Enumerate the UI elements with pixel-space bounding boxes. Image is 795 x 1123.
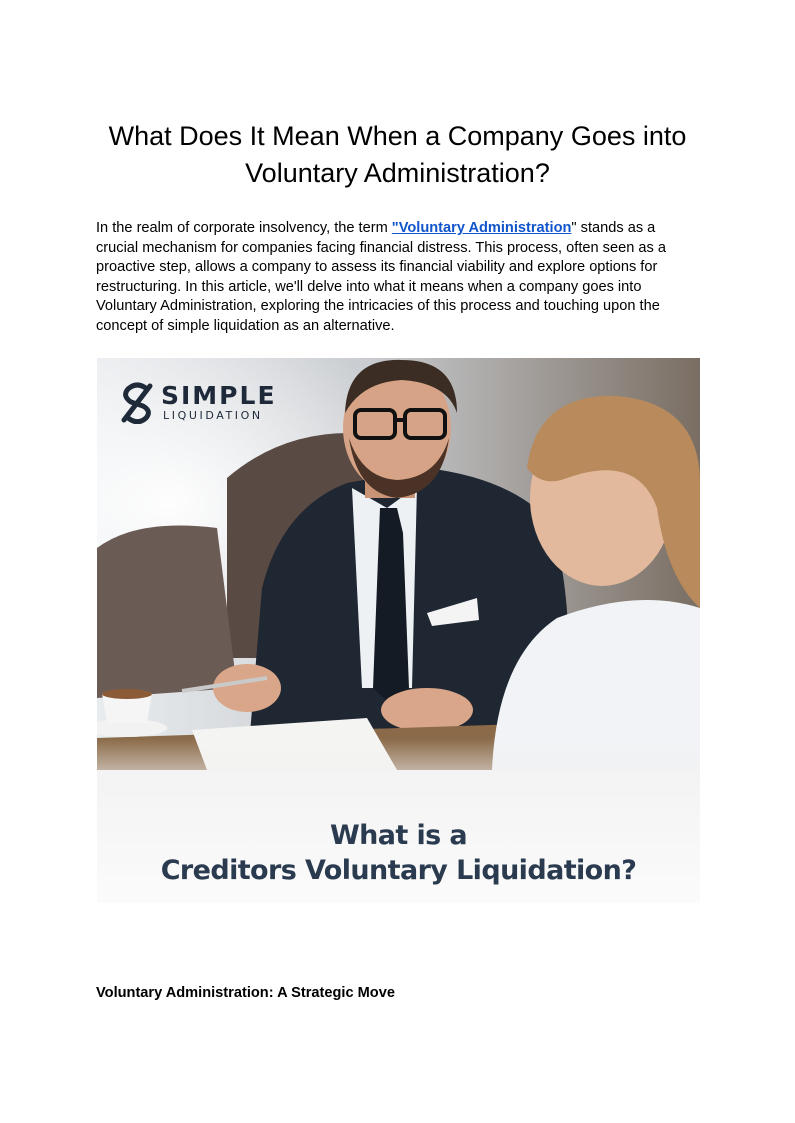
hero-image — [97, 358, 700, 903]
banner-line-2: Creditors Voluntary Liquidation? — [160, 855, 637, 886]
section-heading: Voluntary Administration: A Strategic Move — [96, 985, 395, 1001]
intro-paragraph — [96, 219, 696, 336]
logo-s-mark-icon — [119, 382, 155, 424]
intro-text-after: " stands as a crucial mechanism for companies facing financial distress. This process, often seen as a proactive step, allows a company to assess its financial viability and explore options for restructuring. In this article, we'll delve into what it means when a company goes into Voluntary Administration, exploring the intricacies of this process and touching upon the concept of simple liquidation as an alternative. — [96, 220, 666, 334]
simple-liquidation-logo — [119, 380, 299, 426]
logo-subtitle: LIQUIDATION — [163, 409, 263, 422]
logo-wordmark: SIMPLE — [161, 381, 277, 410]
intro-text-before: In the realm of corporate insolvency, the term — [96, 220, 392, 236]
banner-heading — [97, 818, 700, 888]
banner-line-1: What is a — [329, 820, 468, 851]
page-title: What Does It Mean When a Company Goes into Voluntary Administration? — [108, 121, 687, 188]
voluntary-administration-link[interactable]: "Voluntary Administration — [391, 220, 572, 236]
